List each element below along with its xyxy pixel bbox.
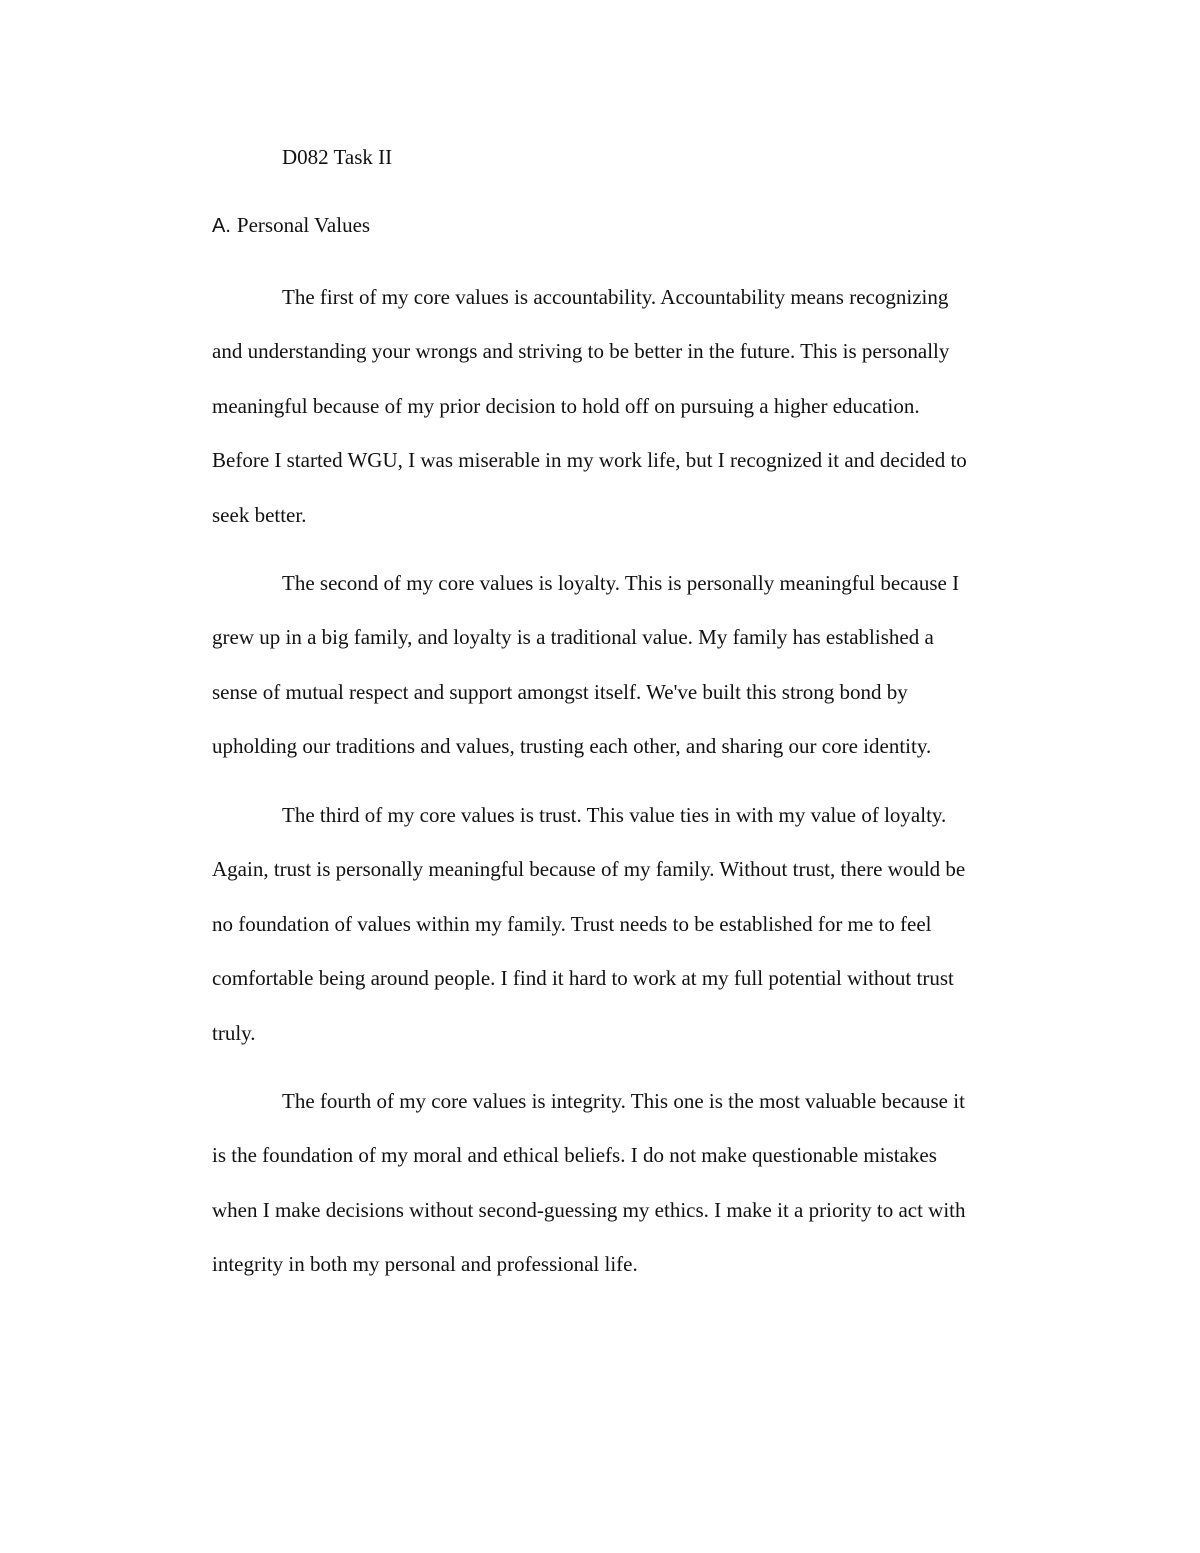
paragraph-accountability: The first of my core values is accountability. Accountability means recognizing and understanding your wrongs and striving to be better in the future. This is personally meaningful because of my prior decision to hold off on pursuing a higher education. Before I started WGU, I was miserable in my work life, but I recognized it and decided to seek better. (212, 285, 967, 527)
document-title: D082 Task II (282, 145, 393, 169)
section-heading (212, 212, 370, 239)
section-heading-text: Personal Values (236, 213, 371, 237)
section-letter: A. (212, 215, 231, 237)
paragraph-loyalty: The second of my core values is loyalty. This is personally meaningful because I grew up in a big family, and loyalty is a traditional value. My family has established a sense of mutual respect and support amongst itself. We've built this strong bond by upholding our traditions and values, trusting each other, and sharing our core identity. (212, 571, 960, 759)
paragraph-integrity: The fourth of my core values is integrity. This one is the most valuable because it is the foundation of my moral and ethical beliefs. I do not make questionable mistakes when I make decisions without second-guessing my ethics. I make it a priority to act with integrity in both my personal and professional life. (212, 1089, 966, 1277)
paragraph-trust: The third of my core values is trust. This value ties in with my value of loyalty. Again, trust is personally meaningful because of my family. Without trust, there would be no foundation of values within my family. Trust needs to be established for me to feel comfortable being around people. I find it hard to work at my full potential without trust truly. (212, 803, 966, 1045)
